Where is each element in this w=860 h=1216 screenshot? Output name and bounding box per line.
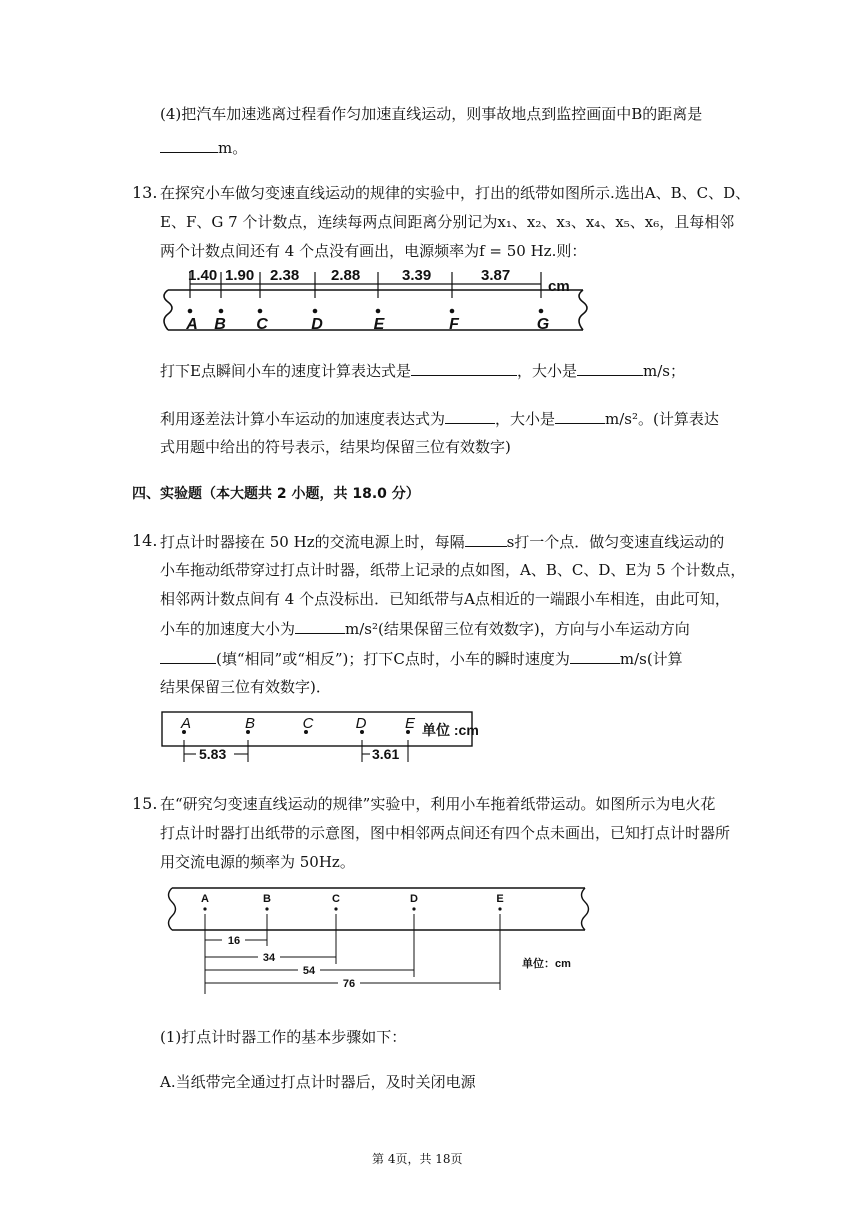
q15-distance-ac: 34	[262, 952, 276, 964]
q14-point-c: C	[302, 715, 314, 732]
q14-tape-figure	[0, 704, 860, 776]
q13-number: 13.	[132, 183, 158, 202]
q14-line5-rest: m/s(计算	[619, 650, 683, 668]
q13-ans1-text: 打下E点瞬间小车的速度计算表达式是	[160, 362, 411, 380]
q15-point-e: E	[496, 893, 504, 905]
q13-ans1-unit: m/s；	[642, 362, 685, 380]
q15-sub1: (1)打点计时器工作的基本步骤如下：	[160, 1028, 407, 1046]
q15-line2: 打点计时器打出纸带的示意图，图中相邻两点间还有四个点未画出，已知打点计时器所	[160, 824, 731, 842]
q15-point-c: C	[332, 893, 340, 905]
q13-ans2-mid: ，大小是	[495, 410, 556, 428]
q13-point-e: E	[373, 316, 385, 333]
q13-point-a: A	[186, 316, 198, 333]
q15-point-a: A	[201, 893, 209, 905]
q13-seg-4: 2.88	[331, 267, 361, 284]
q13-line3: 两个计数点间还有 4 个点没有画出，电源频率为f = 50 Hz.则：	[160, 242, 587, 260]
answer-blank	[570, 648, 620, 664]
q12-line2	[160, 137, 247, 158]
q14-line4-rest: m/s²(结果保留三位有效数字)，方向与小车运动方向	[345, 620, 690, 638]
q15-distance-ad: 54	[302, 965, 316, 977]
q14-unit: 单位 :cm	[422, 722, 479, 738]
q14-line1	[160, 531, 724, 552]
answer-blank	[465, 531, 507, 547]
page-footer: 第 4页，共 18页	[372, 1152, 463, 1166]
q15-step-a: A.当纸带完全通过打点计时器后，及时关闭电源	[160, 1073, 476, 1091]
q13-answer-1	[160, 360, 685, 381]
q13-point-g: G	[536, 316, 550, 333]
answer-blank	[295, 618, 345, 634]
q13-point-f: F	[449, 316, 459, 333]
q15-line1: 在“研究匀变速直线运动的规律”实验中，利用小车拖着纸带运动。如图所示为电火花	[160, 795, 716, 813]
q14-point-b: B	[244, 715, 256, 732]
q14-line1-text: 打点计时器接在 50 Hz的交流电源上时，每隔	[160, 533, 465, 551]
q13-point-c: C	[256, 316, 268, 333]
q15-number: 15.	[132, 794, 158, 813]
q14-line6: 结果保留三位有效数字)．	[160, 678, 331, 696]
q13-answer-2-line2: 式用题中给出的符号表示，结果均保留三位有效数字)	[160, 438, 511, 456]
answer-blank	[555, 408, 605, 424]
q14-line4	[160, 618, 690, 639]
answer-blank	[160, 648, 216, 664]
q14-distance-ab: 5.83	[199, 746, 227, 762]
q14-line5-text: (填“相同”或“相反”)；打下C点时，小车的瞬时速度为	[216, 650, 570, 668]
q15-point-b: B	[263, 893, 271, 905]
q14-point-d: D	[355, 715, 367, 732]
q15-tape-figure	[0, 878, 860, 1004]
q12-unit: m。	[218, 139, 248, 157]
answer-blank	[445, 408, 495, 424]
q14-distance-de: 3.61	[372, 746, 400, 762]
q13-line2: E、F、G 7 个计数点，连续每两点间距离分别记为x₁、x₂、x₃、x₄、x₅、x₆，且每相邻	[160, 213, 735, 231]
q13-ans1-mid: ，大小是	[516, 362, 577, 380]
q13-line1: 在探究小车做匀变速直线运动的规律的实验中，打出的纸带如图所示.选出A、B、C、D、	[160, 184, 751, 202]
q13-seg-3: 2.38	[270, 267, 300, 284]
q13-point-d: D	[311, 316, 323, 333]
q13-seg-1: 1.40	[188, 267, 218, 284]
answer-blank	[160, 137, 218, 153]
q14-line3: 相邻两计数点间有 4 个点没标出．已知纸带与A点相近的一端跟小车相连，由此可知，	[160, 590, 730, 608]
q13-point-b: B	[214, 316, 226, 333]
q15-distance-ab: 16	[227, 935, 241, 947]
q15-unit: 单位：cm	[522, 958, 571, 970]
q13-seg-6: 3.87	[481, 267, 511, 284]
q14-line2: 小车拖动纸带穿过打点计时器，纸带上记录的点如图，A、B、C、D、E为 5 个计数点，	[160, 561, 746, 579]
q13-seg-5: 3.39	[402, 267, 432, 284]
q13-tape-figure	[0, 262, 860, 342]
q14-line5	[160, 648, 683, 669]
q13-seg-2: 1.90	[225, 267, 255, 284]
q13-answer-2	[160, 408, 719, 429]
answer-blank	[411, 360, 517, 376]
q14-point-a: A	[180, 715, 192, 732]
q13-ans2-text: 利用逐差法计算小车运动的加速度表达式为	[160, 410, 446, 428]
q13-ans2-unit: m/s²。(计算表达	[605, 410, 719, 428]
q15-distance-ae: 76	[342, 978, 356, 990]
section-heading: 四、实验题（本大题共 2 小题，共 18.0 分）	[132, 486, 420, 502]
q12-line1: (4)把汽车加速逃离过程看作匀加速直线运动，则事故地点到监控画面中B的距离是	[160, 105, 703, 123]
q14-number: 14.	[132, 531, 158, 550]
q15-line3: 用交流电源的频率为 50Hz。	[160, 853, 355, 871]
q14-line4-text: 小车的加速度大小为	[160, 620, 296, 638]
q14-line1-rest: s打一个点．做匀变速直线运动的	[506, 533, 725, 551]
answer-blank	[577, 360, 643, 376]
q15-point-d: D	[410, 893, 418, 905]
q14-point-e: E	[404, 715, 416, 732]
q13-unit: cm	[548, 278, 570, 295]
q15-tape	[169, 888, 589, 930]
